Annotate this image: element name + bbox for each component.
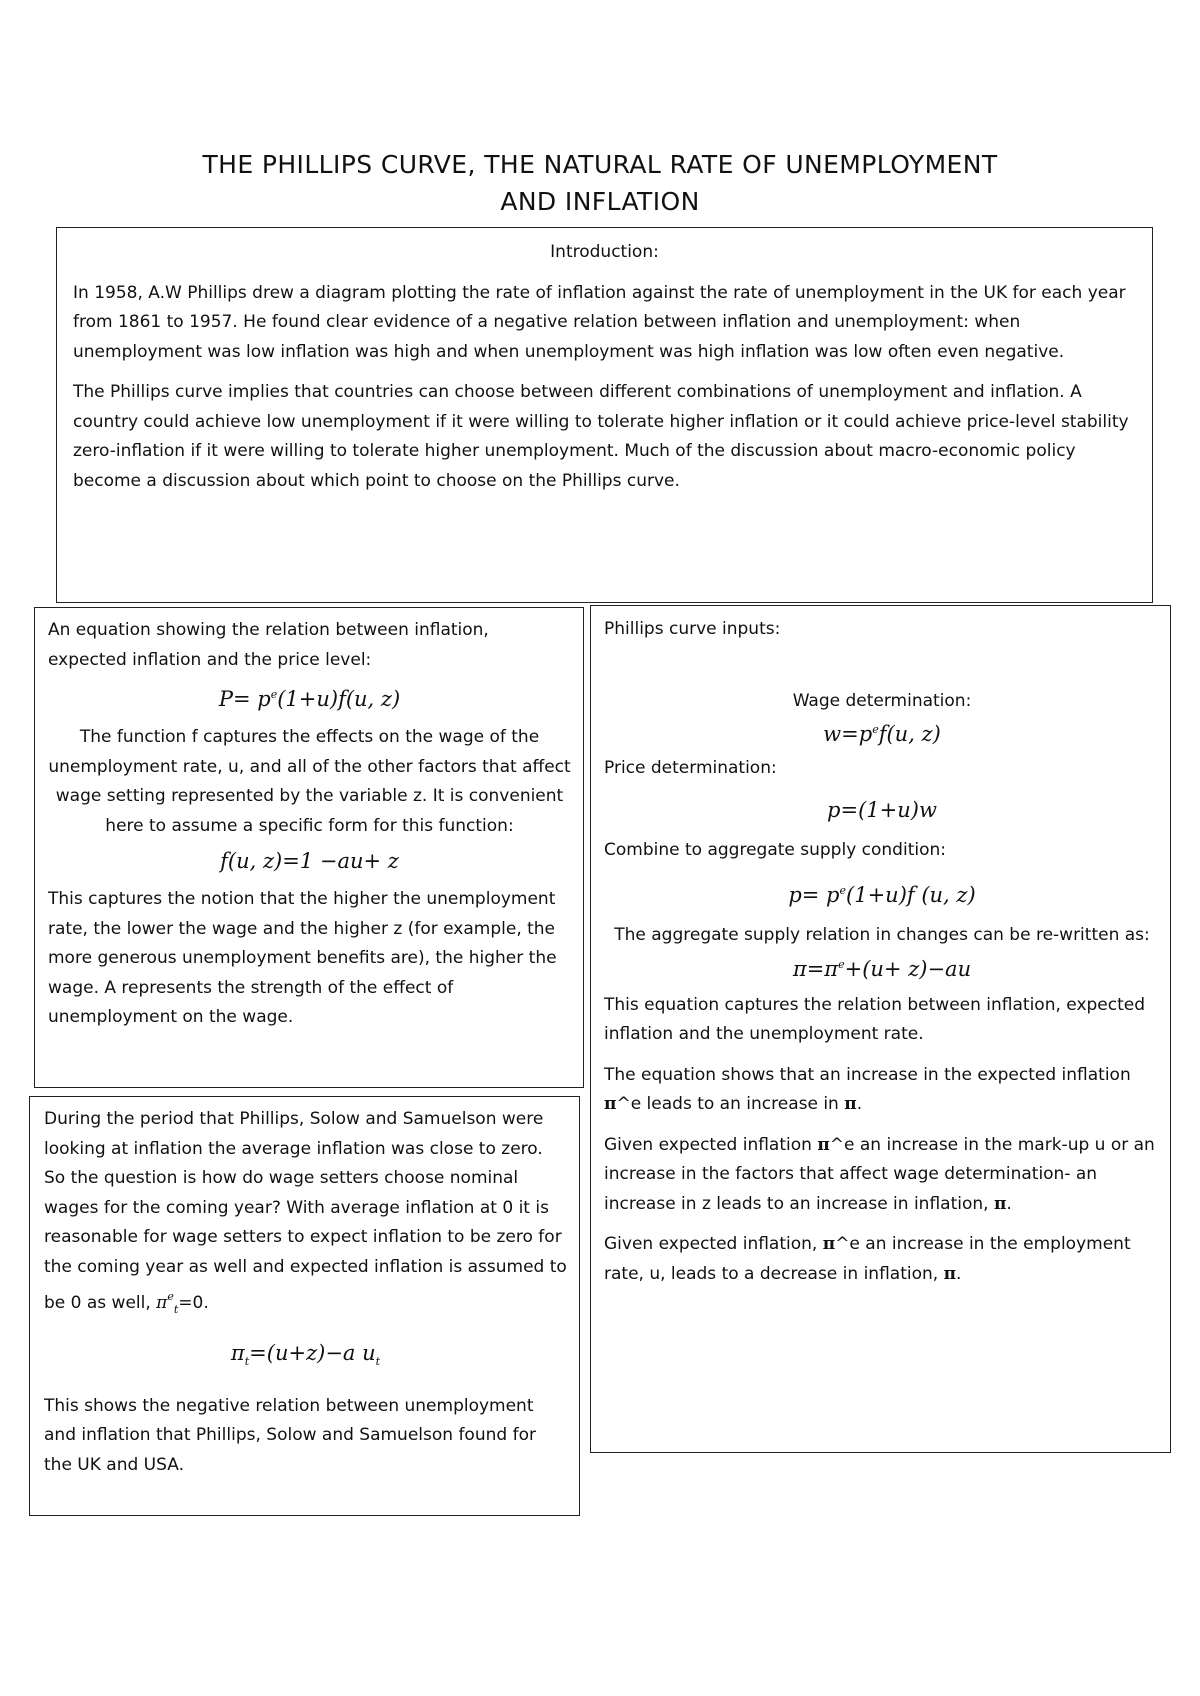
document-title [0, 146, 1200, 220]
title-line-2: AND INFLATION [500, 187, 700, 216]
inputs-heading: Phillips curve inputs: [604, 619, 781, 639]
p3-pi-1: π [822, 1234, 836, 1254]
equation-superscript: e [270, 688, 278, 701]
phillips-curve-inputs-box [590, 605, 1171, 1453]
introduction-paragraph-2: The Phillips curve implies that countries can choose between different combinations of unemployment and inflation. A country could achieve low unemployment if it were willing to tolerate higher inflation or it could achieve price-level stability zero-inflation if it were willing to tolerate higher unemployment. Much of the discussion about macro-economic policy become a discussion about which point to choose on the Phillips curve. [73, 382, 1129, 491]
price-determination-heading: Price determination: [604, 758, 777, 778]
p2-pi-2: π [993, 1193, 1007, 1214]
p3-mid: ^e an increase in the employment rate, u, leads to a decrease in inflation, [604, 1234, 1131, 1284]
equation-rest: (1+u)f(u, z) [277, 687, 401, 711]
p3-text: Given expected inflation, [604, 1234, 823, 1254]
p1-mid: ^e leads to an increase in [616, 1094, 845, 1114]
introduction-paragraph-1: In 1958, A.W Phillips drew a diagram plotting the rate of inflation against the rate of unemployment in the UK for each year from 1861 to 1957. He found clear evidence of a negative relation between inflation and unemployment: when unemployment was low inflation was high and when unemployment was high inflation was low often even negative. [73, 282, 1126, 362]
p2-mid: ^e an increase in the mark-up u or an increase in the factors that affect wage determination- an increase in z leads to an increase in inflation, [604, 1134, 1155, 1214]
phillips-eq-lhs: π [230, 1340, 245, 1365]
introduction-box [56, 227, 1153, 603]
pi-symbol: π [156, 1293, 168, 1313]
p3-pi-2: π [943, 1263, 957, 1284]
wage-eq-rest: f(u, z) [878, 722, 941, 746]
employment-effect-paragraph [604, 1230, 1160, 1289]
expected-inflation-symbol [156, 1290, 179, 1316]
changes-eq-lhs: π=π [792, 956, 839, 981]
period-paragraph-text: During the period that Phillips, Solow and Samuelson were looking at inflation the average inflation was close to zero. So the question is how do wage setters choose nominal wages for the coming year? With average inflation at 0 it is reasonable for wage setters to expect inflation to be zero for the coming year as well and expected inflation is assumed to be 0 as well, [44, 1109, 567, 1313]
function-explanation: The function f captures the effects on the wage of the unemployment rate, u, and all of the other factors that affect wage setting represented by the variable z. It is convenient here to assume a specific form for this function: [48, 727, 571, 836]
introduction-heading: Introduction: [550, 242, 659, 262]
phillips-eq-end-sub: t [375, 1354, 381, 1368]
equation-lhs: P [218, 687, 233, 711]
wage-determination-heading: Wage determination: [792, 690, 972, 711]
pi-superscript: e [167, 1290, 174, 1303]
aggregate-supply-heading: Combine to aggregate supply condition: [604, 839, 946, 860]
changes-text: The aggregate supply relation in changes can be re-written as: [614, 925, 1150, 945]
changes-eq-rest: +(u+ z)−au [844, 956, 972, 981]
period-paragraph-end: =0. [178, 1293, 209, 1313]
markup-effect-paragraph [604, 1131, 1160, 1220]
changes-equation [604, 951, 1160, 983]
p1-pi-1: π [604, 1094, 617, 1114]
p1-text: The equation shows that an increase in the expected inflation [604, 1064, 1131, 1085]
notion-paragraph: This captures the notion that the higher the unemployment rate, the lower the wage and the higher z (for example, the more generous unemployment benefits are), the higher the wage. A represents the strength of the effect of unemployment on the wage. [48, 889, 557, 1027]
phillips-eq-lhs-sub: t [244, 1354, 250, 1368]
pi-subscript: t [173, 1303, 179, 1316]
function-form-equation: f(u, z)=1 −au+ z [220, 849, 399, 873]
equation-base: p [257, 687, 271, 711]
price-level-equation: $P= p^e(1+u)f(u$, z) [218, 687, 401, 711]
p1-pi-2: π [844, 1094, 857, 1114]
p2-end: . [1006, 1193, 1012, 1214]
p2-pi-1: π [817, 1134, 830, 1155]
price-level-equation-box [34, 607, 584, 1088]
period-paragraph [44, 1105, 567, 1325]
combine-eq-sup: e [839, 884, 847, 897]
wage-equation [604, 716, 1160, 748]
aggregate-supply-equation [604, 875, 1160, 911]
equation-box-intro: An equation showing the relation between inflation, expected inflation and the price level: [48, 620, 489, 670]
expected-inflation-effect-paragraph [604, 1061, 1160, 1120]
p2-text: Given expected inflation [604, 1134, 818, 1155]
wage-eq-sup: e [872, 723, 879, 736]
wage-eq-lhs: w=p [823, 722, 873, 746]
captures-paragraph: This equation captures the relation between inflation, expected inflation and the unemployment rate. [604, 994, 1146, 1044]
expected-inflation-box [29, 1096, 580, 1516]
combine-eq-lhs: p= p [788, 883, 840, 907]
negative-relation-paragraph: This shows the negative relation between unemployment and inflation that Phillips, Solow and Samuelson found for the UK and USA. [44, 1395, 536, 1475]
title-line-1: THE PHILLIPS CURVE, THE NATURAL RATE OF UNEMPLOYMENT [202, 150, 998, 179]
combine-eq-rest: (1+u)f (u, z) [846, 883, 976, 907]
p3-end: . [956, 1263, 962, 1284]
phillips-equation [44, 1337, 567, 1378]
phillips-eq-mid: =(u+z)−a u [249, 1340, 376, 1365]
changes-eq-sup: e [838, 957, 845, 971]
price-equation: p=(1+u)w [827, 797, 937, 822]
p1-end: . [856, 1094, 863, 1114]
